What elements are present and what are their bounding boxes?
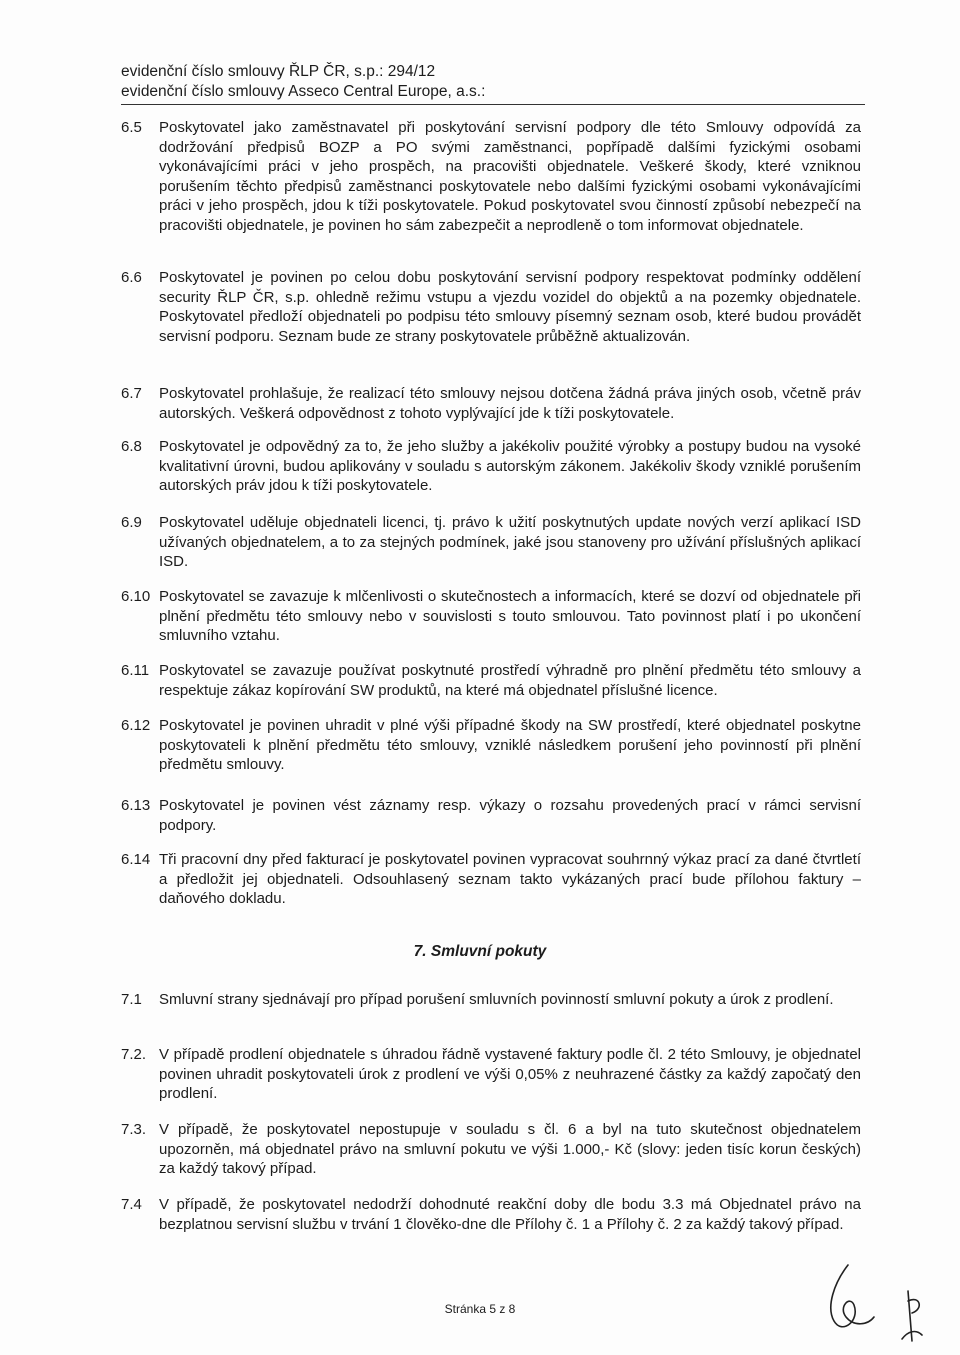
- clause-number: 6.7: [121, 385, 142, 402]
- contract-number-rlp: evidenční číslo smlouvy ŘLP ČR, s.p.: 294/12: [121, 63, 436, 80]
- contract-header: [121, 62, 865, 102]
- clause-text: Smluvní strany sjednávají pro případ porušení smluvních povinností smluvní pokuty a úrok z prodlení.: [159, 991, 834, 1008]
- signature-initials-icon: [820, 1255, 940, 1350]
- clause-number: 7.4: [121, 1196, 142, 1213]
- clause-7-4: [121, 1195, 861, 1234]
- clause-number: 6.11: [121, 662, 150, 679]
- clause-6-8: [121, 437, 861, 496]
- clause-6-11: [121, 661, 861, 700]
- clause-text: V případě prodlení objednatele s úhradou řádně vystavené faktury podle čl. 2 této Smlouvy, je objednatel povinen uhradit poskytovateli úrok z prodlení ve výši 0,05% z neuhrazené částky za každý započatý den prodlení.: [159, 1046, 861, 1103]
- section-title: 7. Smluvní pokuty: [413, 943, 547, 960]
- clause-number: 6.10: [121, 588, 151, 605]
- clause-7-3: [121, 1120, 861, 1179]
- clause-6-7: [121, 384, 861, 423]
- clause-7-2: [121, 1045, 861, 1104]
- clause-number: 6.13: [121, 797, 151, 814]
- clause-7-1: [121, 990, 861, 1010]
- clause-6-10: [121, 587, 861, 646]
- clause-6-13: [121, 796, 861, 835]
- header-divider: [121, 104, 865, 105]
- clause-6-14: [121, 850, 861, 909]
- clause-6-12: [121, 716, 861, 775]
- contract-number-asseco: evidenční číslo smlouvy Asseco Central Europe, a.s.:: [121, 83, 486, 100]
- clause-number: 6.12: [121, 717, 151, 734]
- clause-text: Poskytovatel je povinen uhradit v plné výši případné škody na SW prostředí, které objednatel poskytne poskytovateli k plnění předmětu této smlouvy, vzniklé následkem porušení jeho povinností při plnění předmětu smlouvy.: [159, 717, 861, 774]
- clause-number: 7.2.: [121, 1046, 147, 1063]
- clause-number: 6.14: [121, 851, 151, 868]
- clause-text: Poskytovatel je odpovědný za to, že jeho služby a jakékoliv použité výrobky a postupy budou na vysoké kvalitativní úrovni, budou aplikovány v souladu s autorským zákonem. Jakékoliv škody vzniklé porušením autorských práv jdou k tíži poskytovatele.: [159, 438, 861, 495]
- clause-text: Poskytovatel se zavazuje k mlčenlivosti o skutečnostech a informacích, které se dozví od objednatele při plnění předmětu této smlouvy nebo v souvislosti s touto smlouvou. Tato povinnost platí i po ukončení smluvního vztahu.: [159, 588, 861, 645]
- clause-6-6: [121, 268, 861, 346]
- clause-text: Poskytovatel se zavazuje používat poskytnuté prostředí výhradně pro plnění předmětu této smlouvy a respektuje zákaz kopírování SW produktů, na které má objednatel příslušné licence.: [159, 662, 861, 699]
- clause-text: V případě, že poskytovatel nepostupuje v souladu s čl. 6 a byl na tuto skutečnost objednatelem upozorněn, má objednatel právo na smluvní pokutu ve výši 1.000,- Kč (slovy: jeden tisíc korun českých) za každý takový případ.: [159, 1121, 861, 1178]
- clause-text: Poskytovatel je povinen vést záznamy resp. výkazy o rozsahu provedených prací v rámci servisní podpory.: [159, 797, 861, 834]
- clause-text: Poskytovatel prohlašuje, že realizací této smlouvy nejsou dotčena žádná práva jiných osob, včetně práv autorských. Veškerá odpovědnost z tohoto vyplývající jde k tíži poskytovatele.: [159, 385, 861, 422]
- clause-text: Poskytovatel je povinen po celou dobu poskytování servisní podpory respektovat podmínky oddělení security ŘLP ČR, s.p. ohledně režimu vstupu a vjezdu vozidel do objektů a na pozemky objednatele. Poskytovatel předloží objednateli po podpisu této smlouvy písemný seznam osob, které budou provádět servisní podporu. Seznam bude ze strany poskytovatele průběžně aktualizován.: [159, 269, 861, 345]
- clause-number: 6.6: [121, 269, 142, 286]
- clause-number: 6.5: [121, 119, 142, 136]
- clause-number: 7.1: [121, 991, 142, 1008]
- clause-text: Tři pracovní dny před fakturací je poskytovatel povinen vypracovat souhrnný výkaz prací za dané čtvrtletí a předložit jej objednateli. Odsouhlasený seznam takto vykázaných prací bude přílohou faktury – daňového dokladu.: [159, 851, 861, 908]
- clause-6-5: [121, 118, 861, 236]
- clause-text: Poskytovatel jako zaměstnavatel při poskytování servisní podpory dle této Smlouvy odpovídá za dodržování předpisů BOZP a PO svými zaměstnanci, popřípadě dalšími fyzickými osobami vykonávajícími práci v jeho prospěch, na pracovišti objednatele. Veškeré škody, které vzniknou porušením těchto předpisů zaměstnanci poskytovatele nebo dalšími fyzickými osobami vykonávajícími práci v jeho prospěch, jdou k tíži poskytovatele. Pokud poskytovatel svou činností způsobí nebezpečí na pracovišti objednatele, je povinen ho sám zabezpečit a neprodleně o tom informovat objednatele.: [159, 119, 861, 234]
- clause-number: 7.3.: [121, 1121, 147, 1138]
- clause-6-9: [121, 513, 861, 572]
- clause-number: 6.8: [121, 438, 142, 455]
- page-number: Stránka 5 z 8: [444, 1302, 516, 1316]
- clause-text: Poskytovatel uděluje objednateli licenci, tj. právo k užití poskytnutých update nových verzí aplikací ISD užívaných objednatelem, a to za stejných podmínek, jaké jsou stanoveny pro užívání příslušných aplikací ISD.: [159, 514, 861, 571]
- clause-text: V případě, že poskytovatel nedodrží dohodnuté reakční doby dle bodu 3.3 má Objednatel právo na bezplatnou servisní službu v trvání 1 člověko-dne dle Přílohy č. 1 a Přílohy č. 2 za každý takový případ.: [159, 1196, 861, 1233]
- clause-number: 6.9: [121, 514, 142, 531]
